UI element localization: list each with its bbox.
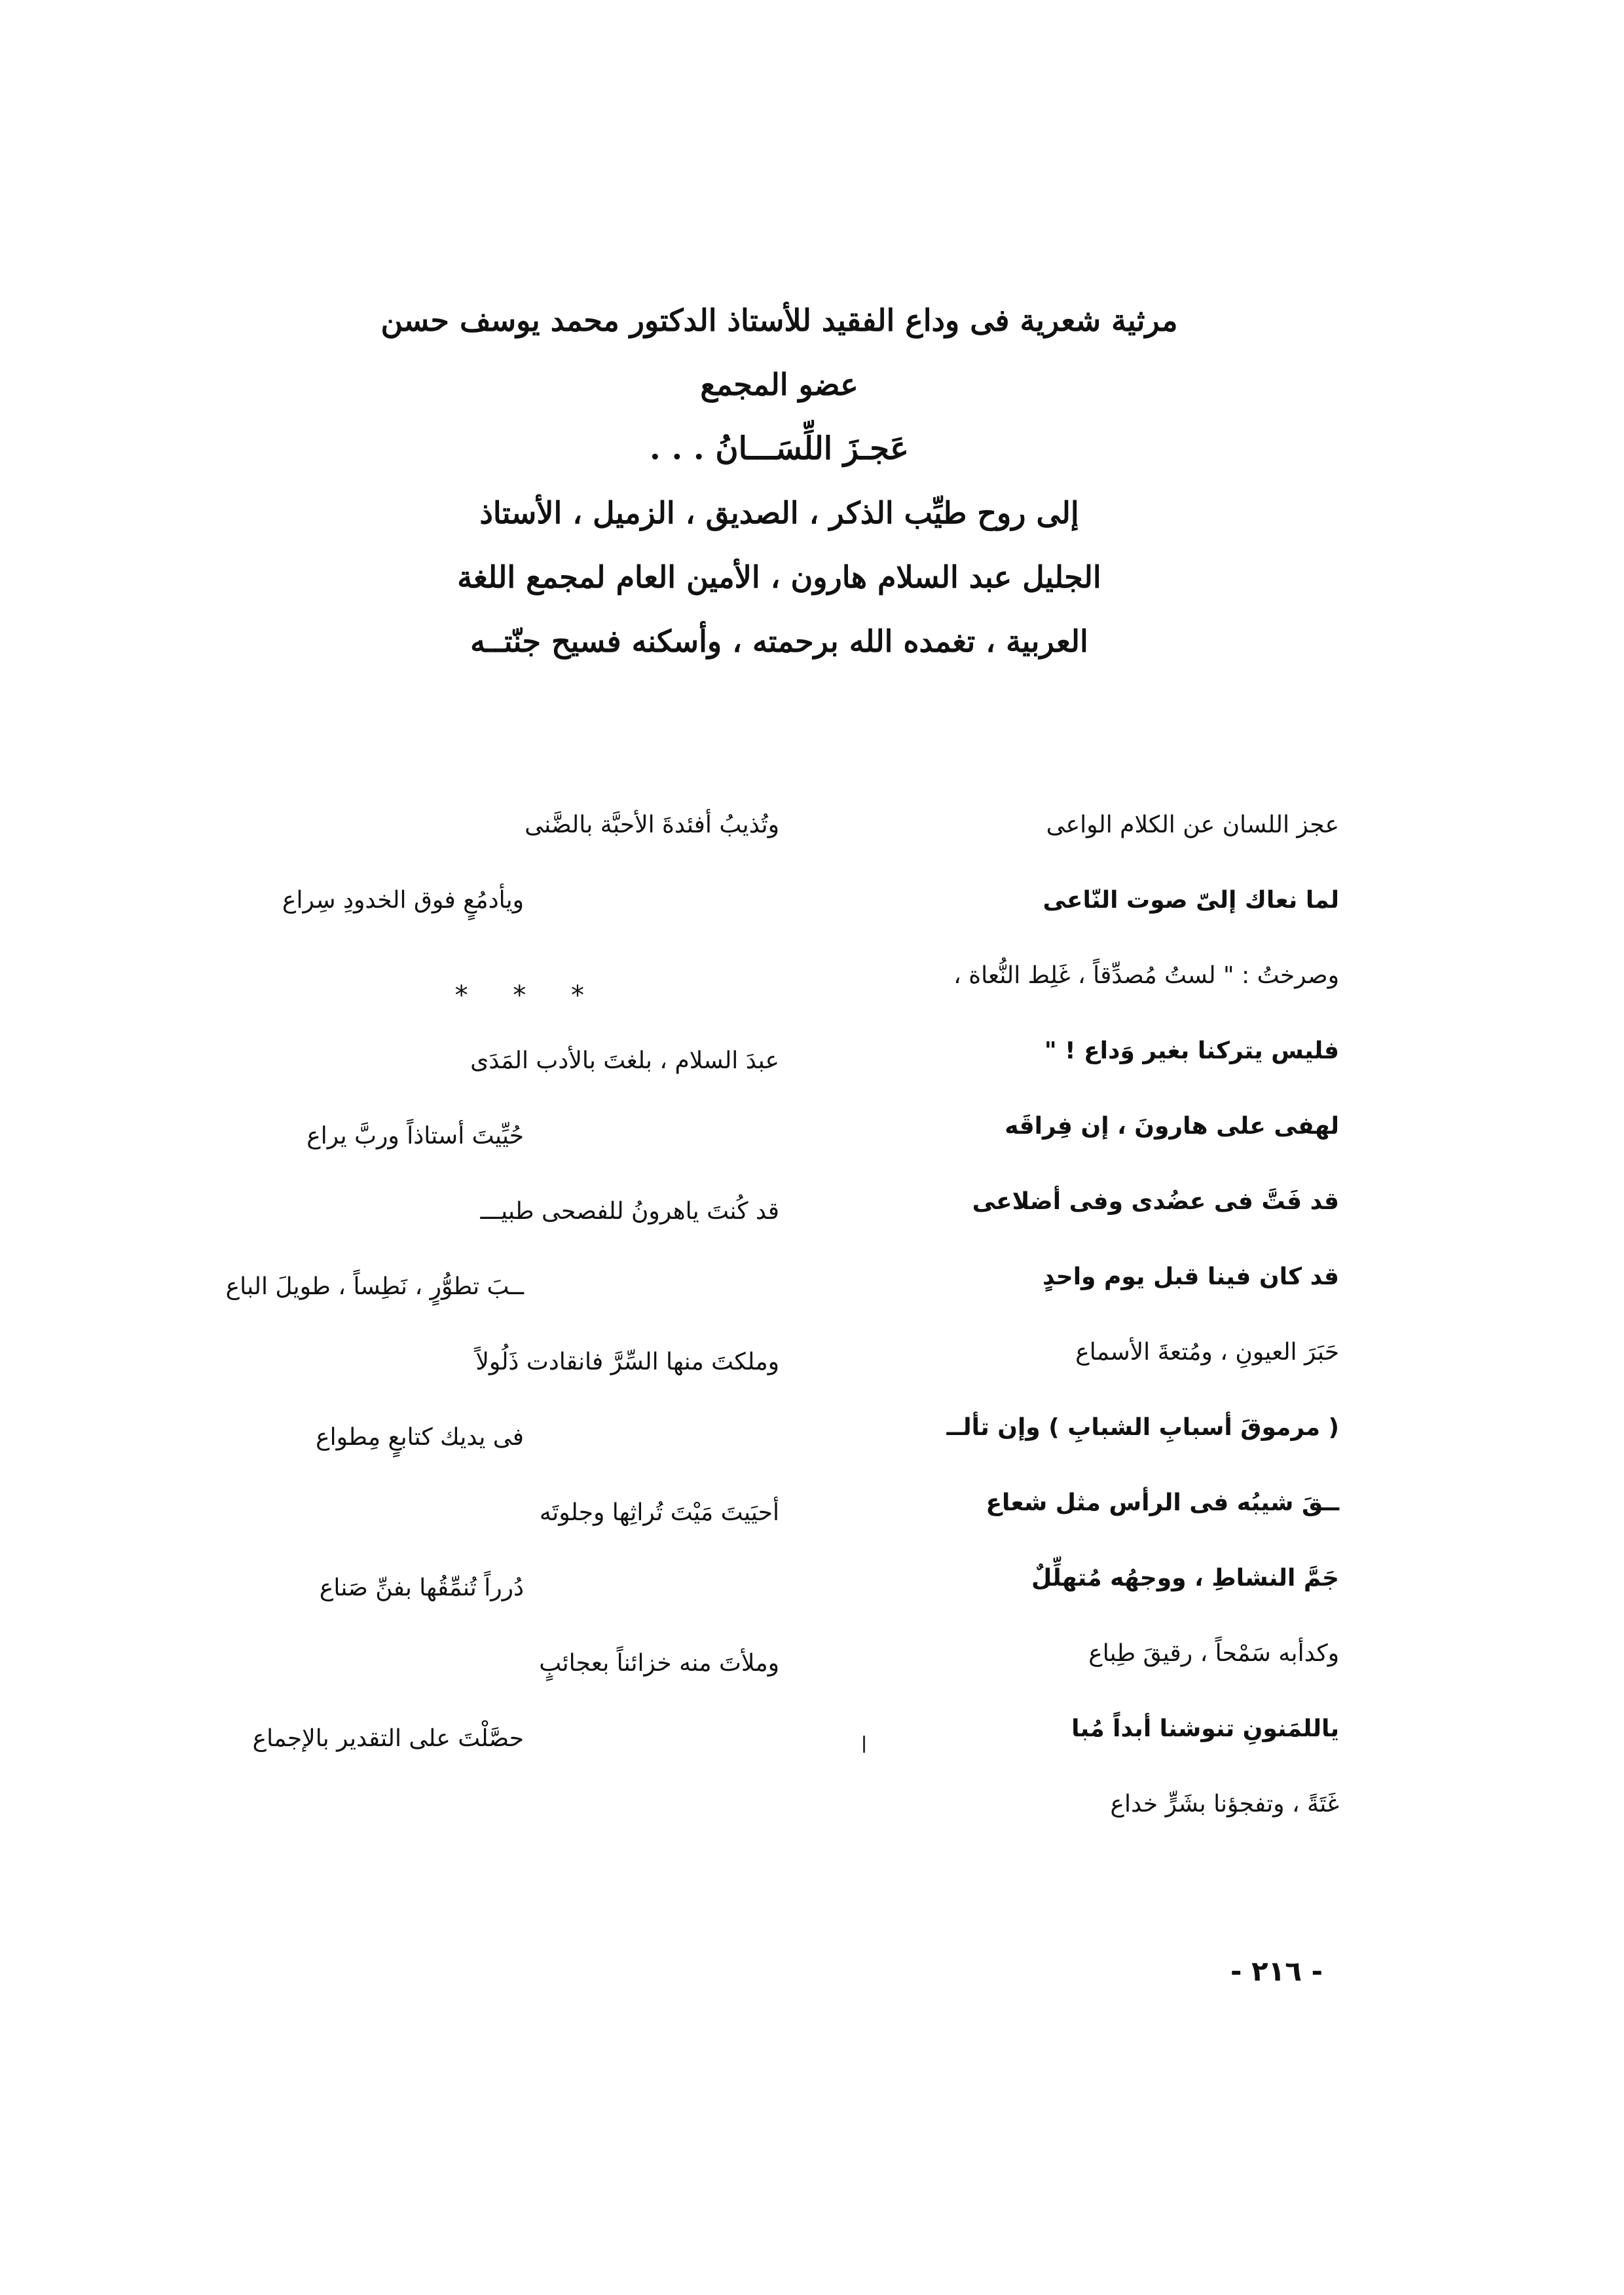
dedication-line-3: الجليل عبد السلام هارون ، الأمين العام لمجمع اللغة xyxy=(457,559,1101,595)
dedication-line-1: مرثية شعرية فى وداع الفقيد للأستاذ الدكتور محمد يوسف حسن xyxy=(380,303,1178,338)
dedication-line-4: العربية ، تغمده الله برحمته ، وأسكنه فسيح جنّتــه xyxy=(470,624,1088,659)
verse-line: حُيِّيتَ أستاذاً وربَّ يراع xyxy=(306,1123,524,1149)
verse-line: غَتَةً ، وتفجؤنا بشَرٍّ خداع xyxy=(1110,1791,1339,1818)
verse-line: وصرختُ : " لستُ مُصدِّقاً ، غَلِط النُّعاة ، xyxy=(953,962,1339,989)
verse-line: فليس يتركنا بغير وَداع ! " xyxy=(1044,1037,1339,1064)
verse-line: وكدأبه سَمْحاً ، رقيقَ طِباع xyxy=(1088,1640,1339,1667)
author-role: عضو المجمع xyxy=(700,367,858,402)
verse-line: لهفى على هارونَ ، إن فِراقَه xyxy=(1005,1113,1339,1140)
poem-column-left xyxy=(225,806,779,1854)
verse-line: قد كان فينا قبل يوم واحدٍ xyxy=(1042,1263,1339,1290)
verse-line: قد كُنتَ ياهرونُ للفصحى طبيـــ xyxy=(480,1198,779,1225)
verse-line: جَمَّ النشاطِ ، ووجهُه مُتهلِّلٌ xyxy=(1031,1565,1339,1592)
verse-line: لما نعاك إلىّ صوت النّاعى xyxy=(1043,887,1339,914)
verse-line: حصَّلْتَ على التقدير بالإجماع xyxy=(252,1725,524,1752)
verse-line: فى يديك كتابعٍ مِطواع xyxy=(316,1424,524,1451)
section-separator: * * * xyxy=(454,980,602,1011)
verse-line: دُرراً تُنمِّقُها بفنِّ صَناع xyxy=(319,1575,524,1601)
poem-title: عَجـزَ اللِّسَـــانُ . . . xyxy=(650,430,909,467)
verse-line: عبدَ السلام ، بلغتَ بالأدب المَدَى xyxy=(470,1047,779,1074)
page-number: - ٢١٦ - xyxy=(1230,1955,1323,1987)
verse-line: أحيَيتَ مَيْتَ تُراثِها وجلوتَه xyxy=(539,1499,779,1526)
dedication-line-2: إلى روح طيِّب الذكر ، الصديق ، الزميل ، الأستاذ xyxy=(479,495,1079,531)
verse-line: ــقَ شيبُه فى الرأس مثل شعاع xyxy=(986,1489,1339,1516)
verse-line: ياللمَنونِ تنوشنا أبداً مُبا xyxy=(1071,1715,1339,1742)
verse-line: قد فَتَّ فى عضُدى وفى أضلاعى xyxy=(972,1188,1339,1215)
verse-line: ويأدمُعٍ فوق الخدودِ سِراع xyxy=(282,887,524,914)
verse-line: حَبَرَ العيونِ ، ومُتعةَ الأسماع xyxy=(1075,1339,1339,1366)
verse-line: وملكتَ منها السِّرَّ فانقادت ذَلُولاً xyxy=(475,1349,779,1375)
verse-line: ( مرموقَ أسبابِ الشبابِ ) وإن تألــ xyxy=(946,1414,1339,1441)
poem-column-right xyxy=(815,806,1339,1854)
verse-line: ــبَ تطوُّرٍ ، نَطِساً ، طويلَ الباع xyxy=(225,1273,524,1300)
verse-line: وتُذيبُ أفئدةَ الأحبَّة بالضَّنى xyxy=(525,812,779,838)
scan-mark xyxy=(863,1736,865,1753)
verse-line: وملأتَ منه خزائناً بعجائبٍ xyxy=(539,1650,779,1677)
verse-line: عجز اللسان عن الكلام الواعى xyxy=(1046,812,1339,838)
poem-header xyxy=(327,288,1231,673)
